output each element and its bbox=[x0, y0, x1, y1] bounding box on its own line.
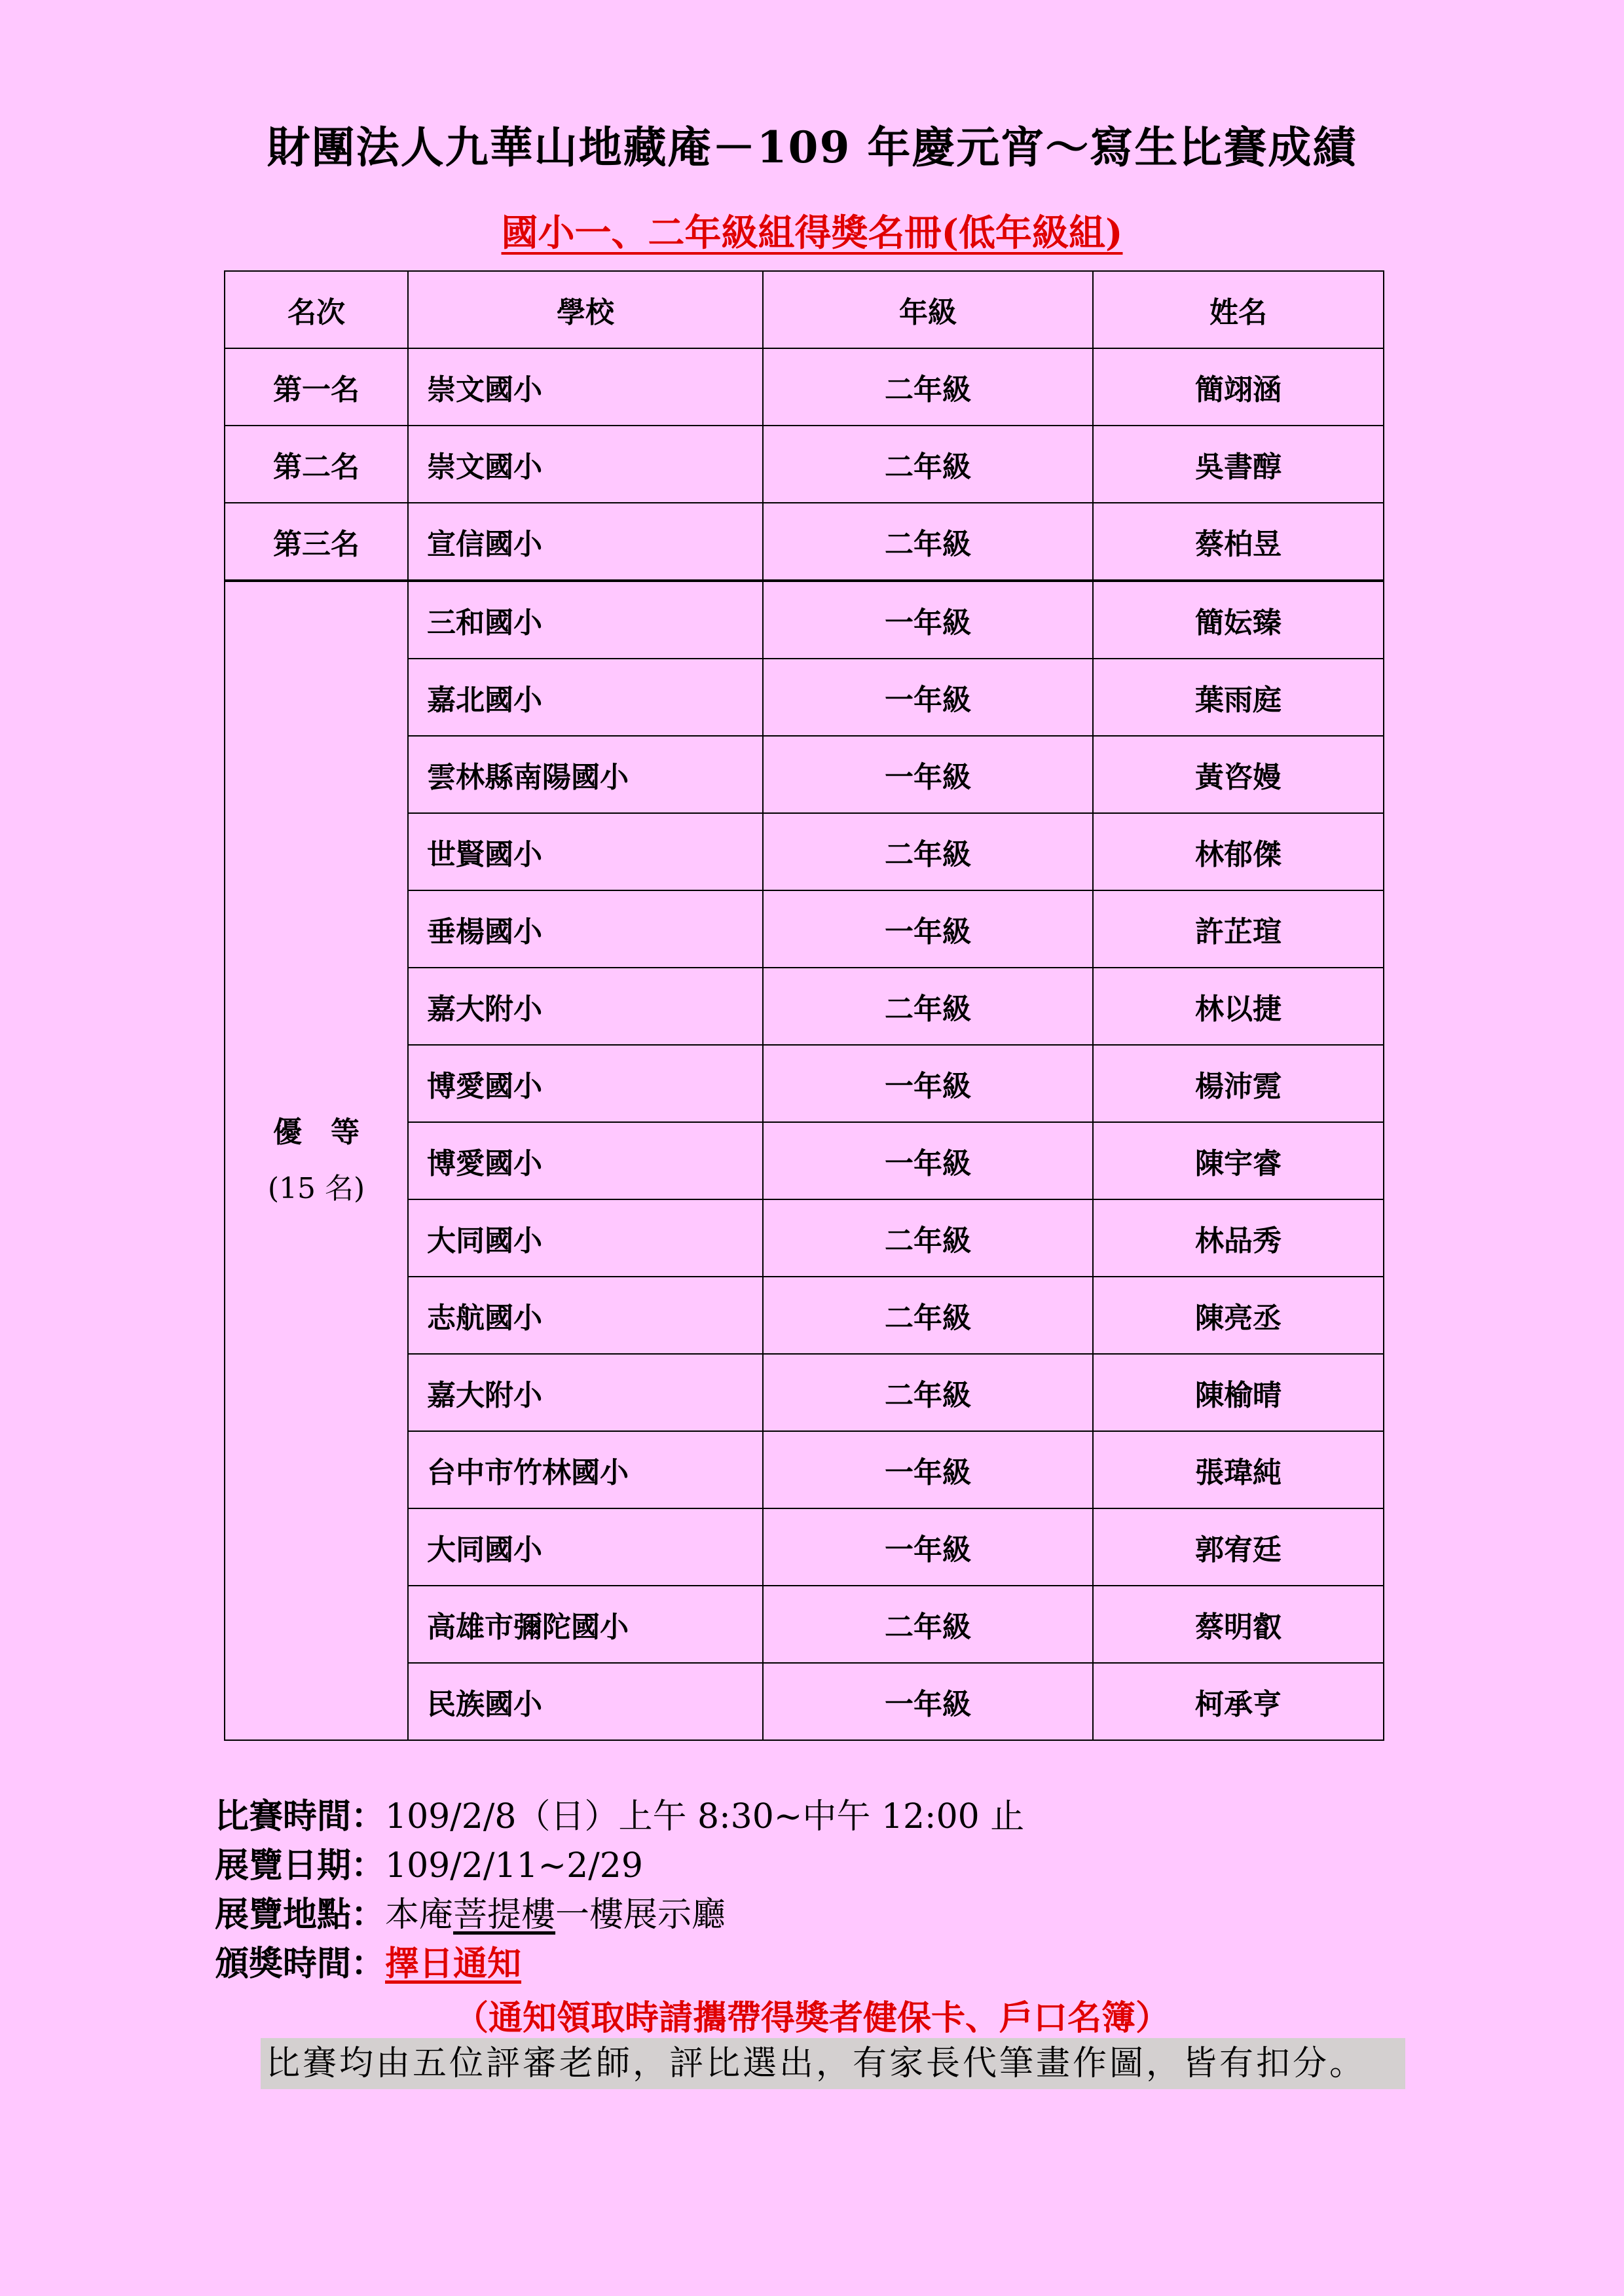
page-subtitle bbox=[0, 204, 1624, 257]
school-cell: 博愛國小 bbox=[408, 1045, 763, 1122]
name-cell: 柯承亨 bbox=[1093, 1663, 1384, 1740]
grade-cell: 二年級 bbox=[763, 1277, 1093, 1354]
name-cell: 葉雨庭 bbox=[1093, 659, 1384, 736]
table-row bbox=[225, 348, 1384, 426]
grade-cell: 一年級 bbox=[763, 659, 1093, 736]
table-row bbox=[225, 581, 1384, 659]
subtitle-text: 國小一、二年級組得獎名冊(低年級組) bbox=[501, 211, 1123, 255]
honor-count: (15 名) bbox=[267, 1172, 365, 1205]
name-cell: 吳書醇 bbox=[1093, 426, 1384, 503]
exhibit-place-label: 展覽地點： bbox=[215, 1895, 386, 1935]
exhibit-date-line bbox=[215, 1846, 643, 1886]
name-cell: 簡妘臻 bbox=[1093, 581, 1384, 659]
exhibit-date-value: 109/2/11~2/29 bbox=[385, 1846, 643, 1886]
school-cell: 高雄市彌陀國小 bbox=[408, 1586, 763, 1663]
name-cell: 林以捷 bbox=[1093, 968, 1384, 1045]
school-cell: 大同國小 bbox=[408, 1508, 763, 1586]
award-notice: （通知領取時請攜帶得獎者健保卡、戶口名簿） bbox=[454, 1998, 1170, 2038]
name-cell: 蔡柏昱 bbox=[1093, 503, 1384, 581]
exhibit-place-building: 菩提樓 bbox=[453, 1895, 556, 1935]
grade-cell: 一年級 bbox=[763, 581, 1093, 659]
header-school: 學校 bbox=[408, 271, 763, 348]
school-cell: 嘉大附小 bbox=[408, 968, 763, 1045]
grade-cell: 二年級 bbox=[763, 348, 1093, 426]
grade-cell: 二年級 bbox=[763, 1354, 1093, 1431]
exhibit-place-pre: 本庵 bbox=[385, 1895, 454, 1935]
grade-cell: 一年級 bbox=[763, 1122, 1093, 1199]
competition-time-label: 比賽時間： bbox=[215, 1796, 386, 1836]
name-cell: 黃咨嫚 bbox=[1093, 736, 1384, 813]
rank-cell: 第三名 bbox=[225, 503, 408, 581]
grade-cell: 二年級 bbox=[763, 968, 1093, 1045]
grade-cell: 一年級 bbox=[763, 1663, 1093, 1740]
school-cell: 雲林縣南陽國小 bbox=[408, 736, 763, 813]
name-cell: 陳亮丞 bbox=[1093, 1277, 1384, 1354]
competition-time-line bbox=[215, 1797, 1024, 1836]
school-cell: 博愛國小 bbox=[408, 1122, 763, 1199]
grade-cell: 一年級 bbox=[763, 890, 1093, 968]
table-row bbox=[225, 503, 1384, 581]
grade-cell: 二年級 bbox=[763, 426, 1093, 503]
header-rank: 名次 bbox=[225, 271, 408, 348]
school-cell: 民族國小 bbox=[408, 1663, 763, 1740]
school-cell: 台中市竹林國小 bbox=[408, 1431, 763, 1508]
grade-cell: 一年級 bbox=[763, 1045, 1093, 1122]
name-cell: 簡翊涵 bbox=[1093, 348, 1384, 426]
school-cell: 大同國小 bbox=[408, 1199, 763, 1277]
award-time-value: 擇日通知 bbox=[385, 1944, 522, 1984]
rank-cell: 第一名 bbox=[225, 348, 408, 426]
name-cell: 蔡明叡 bbox=[1093, 1586, 1384, 1663]
school-cell: 嘉北國小 bbox=[408, 659, 763, 736]
exhibit-place-post: 一樓展示廳 bbox=[555, 1895, 726, 1935]
judging-footnote: 比賽均由五位評審老師，評比選出，有家長代筆畫作圖，皆有扣分。 bbox=[261, 2038, 1405, 2089]
header-grade: 年級 bbox=[763, 271, 1093, 348]
award-time-line bbox=[215, 1944, 521, 1984]
name-cell: 許芷瑄 bbox=[1093, 890, 1384, 968]
name-cell: 張瑋純 bbox=[1093, 1431, 1384, 1508]
name-cell: 陳榆晴 bbox=[1093, 1354, 1384, 1431]
school-cell: 嘉大附小 bbox=[408, 1354, 763, 1431]
honor-label: 優 等 bbox=[273, 1116, 360, 1149]
header-name: 姓名 bbox=[1093, 271, 1384, 348]
competition-time-value: 109/2/8（日）上午 8:30~中午 12:00 止 bbox=[385, 1797, 1025, 1836]
school-cell: 宣信國小 bbox=[408, 503, 763, 581]
rank-cell: 第二名 bbox=[225, 426, 408, 503]
exhibit-place-line bbox=[215, 1895, 726, 1935]
exhibit-date-label: 展覽日期： bbox=[215, 1846, 386, 1886]
school-cell: 志航國小 bbox=[408, 1277, 763, 1354]
grade-cell: 二年級 bbox=[763, 1199, 1093, 1277]
table-header-row bbox=[225, 271, 1384, 348]
grade-cell: 二年級 bbox=[763, 503, 1093, 581]
name-cell: 林郁傑 bbox=[1093, 813, 1384, 890]
honor-rank-cell bbox=[225, 581, 408, 1740]
page-title: 財團法人九華山地藏庵－109 年慶元宵～寫生比賽成績 bbox=[267, 122, 1357, 173]
school-cell: 三和國小 bbox=[408, 581, 763, 659]
name-cell: 陳宇睿 bbox=[1093, 1122, 1384, 1199]
school-cell: 崇文國小 bbox=[408, 426, 763, 503]
name-cell: 郭宥廷 bbox=[1093, 1508, 1384, 1586]
grade-cell: 二年級 bbox=[763, 813, 1093, 890]
name-cell: 楊沛霓 bbox=[1093, 1045, 1384, 1122]
school-cell: 世賢國小 bbox=[408, 813, 763, 890]
grade-cell: 一年級 bbox=[763, 736, 1093, 813]
grade-cell: 一年級 bbox=[763, 1508, 1093, 1586]
award-time-label: 頒獎時間： bbox=[215, 1944, 386, 1984]
results-table bbox=[224, 270, 1384, 1741]
name-cell: 林品秀 bbox=[1093, 1199, 1384, 1277]
school-cell: 垂楊國小 bbox=[408, 890, 763, 968]
table-row bbox=[225, 426, 1384, 503]
school-cell: 崇文國小 bbox=[408, 348, 763, 426]
grade-cell: 一年級 bbox=[763, 1431, 1093, 1508]
grade-cell: 二年級 bbox=[763, 1586, 1093, 1663]
